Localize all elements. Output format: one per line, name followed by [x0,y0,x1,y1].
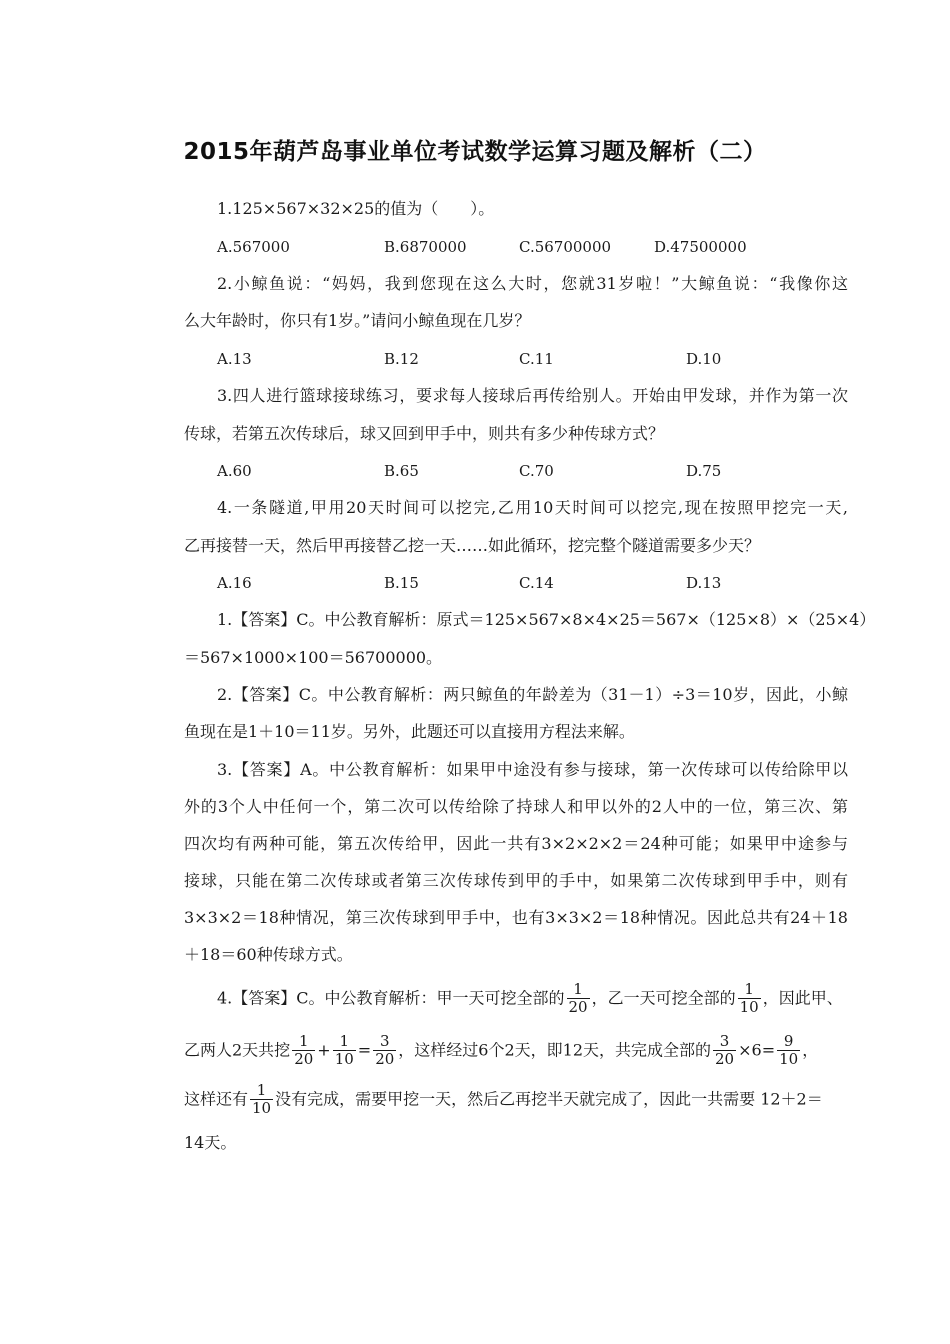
answer-4-text: ， [802,1040,819,1060]
question-1-option-d: D.47500000 [654,238,747,256]
plus-sign: + [317,1040,331,1060]
answer-4-text: 乙两人2天共挖 [184,1040,291,1060]
answer-4-line-4: 14天。 [184,1133,237,1152]
page-title: 2015年葫芦岛事业单位考试数学运算习题及解析（二） [183,139,767,165]
question-4-option-b: B.15 [384,574,419,592]
question-2-option-c: C.11 [519,350,554,368]
answer-4-text: 这样还有 [184,1089,249,1109]
answer-3-line-5: 3×3×2＝18种情况，第三次传球到甲手中，也有3×3×2＝18种情况。因此总共有24＋18 [184,908,848,927]
answer-4-text: ，这样经过6个2天，即12天，共完成全部的 [398,1040,712,1060]
answer-4-text: 4.【答案】C。中公教育解析：甲一天可挖全部的 [217,988,565,1008]
answer-1-line-1: 1.【答案】C。中公教育解析：原式＝125×567×8×4×25＝567×（125×8）×（25×4） [217,610,876,629]
question-2-option-b: B.12 [384,350,419,368]
question-4-text-line-1: 4.一条隧道,甲用20天时间可以挖完,乙用10天时间可以挖完,现在按照甲挖完一天, [217,498,848,517]
fraction: $\frac{9}{10}$ [779,1032,799,1068]
question-3-text-line-2: 传球，若第五次传球后，球又回到甲手中，则共有多少种传球方式？ [184,424,665,443]
equals-sign: = [357,1040,372,1060]
answer-3-line-1: 3.【答案】A。中公教育解析：如果甲中途没有参与接球，第一次传球可以传给除甲以 [217,760,848,779]
fraction: $\frac{1}{10}$ [739,980,759,1016]
answer-4-text: 没有完成，需要甲挖一天，然后乙再挖半天就完成了，因此一共需要 12＋2＝ [275,1089,823,1109]
question-3-option-b: B.65 [384,462,419,480]
question-4-option-c: C.14 [519,574,554,592]
question-3-text-line-1: 3.四人进行篮球接球练习，要求每人接球后再传给别人。开始由甲发球，并作为第一次 [217,386,848,405]
answer-3-line-4: 接球，只能在第二次传球或者第三次传球传到甲的手中，如果第二次传球到甲手中，则有 [184,871,848,890]
question-4-option-a: A.16 [217,574,252,592]
answer-3-line-3: 四次均有两种可能，第五次传给甲，因此一共有3×2×2×2＝24种可能；如果甲中途参与 [184,834,848,853]
question-4-option-d: D.13 [686,574,722,592]
question-1-option-b: B.6870000 [384,238,467,256]
question-2-option-d: D.10 [686,350,722,368]
question-1-option-c: C.56700000 [519,238,612,256]
answer-3-line-2: 外的3个人中任何一个，第二次可以传给除了持球人和甲以外的2人中的一位，第三次、第 [184,797,848,816]
answer-4-line-1 [217,978,843,1019]
fraction: $\frac{1}{20}$ [568,980,588,1016]
question-1-text: 1.125×567×32×25的值为（ ）。 [217,199,495,218]
answer-4-text: ，乙一天可挖全部的 [591,988,736,1008]
times-sign: ×6= [738,1040,776,1060]
fraction: $\frac{1}{10}$ [334,1032,354,1068]
fraction: $\frac{1}{20}$ [294,1032,314,1068]
question-2-text-line-1: 2.小鲸鱼说：“妈妈，我到您现在这么大时，您就31岁啦！”大鲸鱼说：“我像你这 [217,274,848,293]
answer-2-line-1: 2.【答案】C。中公教育解析：两只鲸鱼的年龄差为（31－1）÷3＝10岁，因此，小鲸 [217,685,848,704]
answer-1-line-2: ＝567×1000×100＝56700000。 [184,648,443,667]
fraction: $\frac{3}{20}$ [715,1032,735,1068]
question-1-option-a: A.567000 [217,238,290,256]
answer-4-line-3 [184,1079,823,1120]
answer-4-line-2 [184,1030,818,1071]
fraction: $\frac{1}{10}$ [252,1081,272,1117]
question-4-text-line-2: 乙再接替一天，然后甲再接替乙挖一天……如此循环，挖完整个隧道需要多少天？ [184,536,761,555]
answer-4-text: ，因此甲、 [762,988,843,1008]
question-3-option-a: A.60 [217,462,252,480]
question-3-option-d: D.75 [686,462,722,480]
answer-3-line-6: ＋18＝60种传球方式。 [184,945,353,964]
question-2-text-line-2: 么大年龄时，你只有1岁。”请问小鲸鱼现在几岁？ [184,311,531,330]
question-2-option-a: A.13 [217,350,252,368]
question-3-option-c: C.70 [519,462,554,480]
fraction: $\frac{3}{20}$ [375,1032,395,1068]
answer-2-line-2: 鱼现在是1＋10＝11岁。另外，此题还可以直接用方程法来解。 [184,722,635,741]
